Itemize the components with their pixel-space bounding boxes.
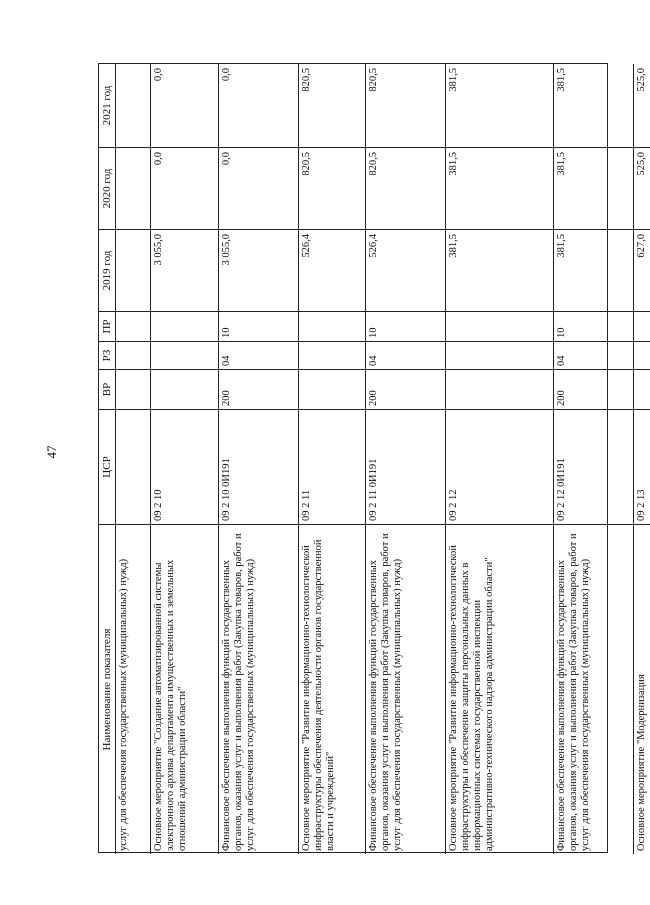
header-rz: РЗ: [99, 341, 115, 369]
table-row: [634, 64, 650, 854]
cell-vr: 200: [554, 369, 633, 409]
cell-rz: [446, 341, 553, 369]
cell-2020: 0,0: [219, 147, 298, 229]
cell-name: Основное мероприятие "Развитие информационно-технологической инфраструктуры и обеспечение защиты персональных данных в информационных системах государственной инспекции административно-технического надзора администрации области": [446, 524, 553, 854]
table-row: [299, 64, 366, 854]
cell-2021: 0,0: [153, 68, 164, 82]
header-name: Наименование показателя: [99, 524, 115, 854]
cell-2021: 820,5: [368, 68, 379, 92]
cell-csr: 09 2 11 0И191: [366, 409, 445, 524]
cell-name: Основное мероприятие "Создание автоматизированной системы электронного архива департамента имущественных и земельных отношений администрации области": [151, 524, 218, 854]
cell-2019: 3 055,0: [151, 229, 218, 311]
cell-csr: 09 2 11: [299, 409, 365, 524]
cell-2019: 526,4: [299, 229, 365, 311]
cell-2020: 820,5: [299, 147, 365, 229]
cell-2020: 381,5: [554, 147, 633, 229]
cell-vr: [299, 369, 365, 409]
cell-rz: [116, 341, 150, 369]
cell-2019: 627,0: [634, 229, 650, 311]
cell-csr: 09 2 12 0И191: [554, 409, 633, 524]
cell-vr: [116, 369, 150, 409]
cell-2020: 0,0: [151, 147, 218, 229]
table-row: [116, 64, 151, 854]
cell-pr: 10: [366, 311, 445, 341]
cell-rz: 04: [219, 341, 298, 369]
cell-name: Основное мероприятие "Развитие информационно-технологической инфраструктуры обеспечения деятельности органов государственной власти и учреждений": [299, 524, 365, 854]
cell-2019: [116, 229, 150, 311]
cell-csr: [116, 409, 150, 524]
header-vr: ВР: [99, 369, 115, 409]
cell-pr: [116, 311, 150, 341]
cell-pr: [299, 311, 365, 341]
table-row: [446, 64, 554, 854]
cell-name: Финансовое обеспечение выполнения функций государственных органов, оказания услуг и выполнения работ (Закупка товаров, работ и услуг для обеспечения государственных (муниципальных) нужд): [366, 524, 445, 854]
cell-2021: 525,0: [636, 68, 647, 92]
cell-csr: 09 2 13: [634, 409, 650, 524]
page-number: 47: [44, 445, 59, 459]
cell-rz: 04: [366, 341, 445, 369]
table-row: [219, 64, 299, 854]
cell-2020: 820,5: [366, 147, 445, 229]
header-csr: ЦСР: [99, 409, 115, 524]
cell-vr: [446, 369, 553, 409]
cell-pr: 10: [219, 311, 298, 341]
cell-pr: [634, 311, 650, 341]
header-pr: ПР: [99, 311, 115, 341]
cell-name: Финансовое обеспечение выполнения функций государственных органов, оказания услуг и выполнения работ (Закупка товаров, работ и услуг для обеспечения государственных (муниципальных) нужд): [219, 524, 298, 854]
table-row: [366, 64, 446, 854]
cell-rz: [634, 341, 650, 369]
cell-2019: 381,5: [446, 229, 553, 311]
cell-name: Финансовое обеспечение выполнения функций государственных органов, оказания услуг и выполнения работ (Закупка товаров, работ и услуг для обеспечения государственных (муниципальных) нужд): [554, 524, 633, 854]
cell-vr: [634, 369, 650, 409]
header-2020: 2020 год: [99, 147, 115, 229]
table-header: [99, 64, 116, 854]
cell-2019: 526,4: [366, 229, 445, 311]
cell-csr: 09 2 12: [446, 409, 553, 524]
cell-2021: [116, 64, 150, 147]
cell-pr: 10: [554, 311, 633, 341]
cell-pr: [446, 311, 553, 341]
cell-name: Основное мероприятие "Модернизация: [634, 524, 650, 854]
cell-2020: 525,0: [634, 147, 650, 229]
cell-vr: 200: [366, 369, 445, 409]
cell-2021: 0,0: [221, 68, 232, 82]
cell-name: услуг для обеспечения государственных (муниципальных) нужд): [116, 524, 150, 854]
cell-rz: 04: [554, 341, 633, 369]
cell-2021: 381,5: [448, 68, 459, 92]
cell-2020: 381,5: [446, 147, 553, 229]
cell-pr: [151, 311, 218, 341]
cell-2019: 3 055,0: [219, 229, 298, 311]
cell-rz: [299, 341, 365, 369]
cell-csr: 09 2 10: [151, 409, 218, 524]
header-2019: 2019 год: [99, 229, 115, 311]
cell-2020: [116, 147, 150, 229]
budget-table: [98, 63, 647, 853]
cell-vr: [151, 369, 218, 409]
cell-2019: 381,5: [554, 229, 633, 311]
cell-vr: 200: [219, 369, 298, 409]
table-body: [116, 64, 650, 854]
cell-csr: 09 2 10 0И191: [219, 409, 298, 524]
cell-2021: 381,5: [556, 68, 567, 92]
cell-rz: [151, 341, 218, 369]
header-2021: 2021 год: [100, 85, 113, 126]
cell-2021: 820,5: [301, 68, 312, 92]
table-row: [151, 64, 219, 854]
rotated-table-content: [99, 64, 647, 854]
table-row: [554, 64, 634, 854]
